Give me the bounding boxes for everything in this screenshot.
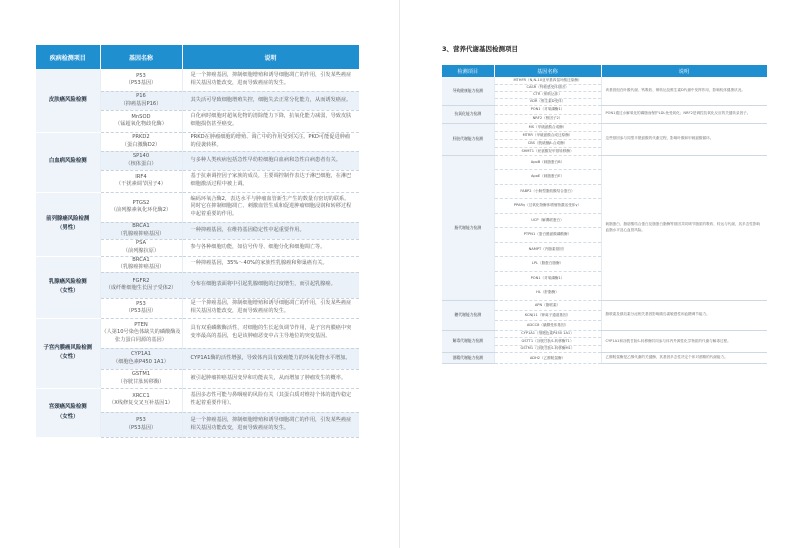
header-description: 说明 bbox=[601, 65, 767, 77]
table-row bbox=[442, 105, 767, 114]
gene-cell: SHMT1（丝氨酸羟甲基转移酶） bbox=[494, 147, 601, 155]
gene-cell: PTEN （人第10号染色体缺失的磷酸酶及张力蛋白同源的基因） bbox=[100, 318, 182, 348]
gene-cell: PTGS2 （前列腺素氧化环化酶2） bbox=[100, 192, 182, 222]
right-page bbox=[400, 0, 800, 548]
description-cell: 参与各种细胞功能，如信号传导、细胞分化和细胞凋亡等。 bbox=[182, 239, 359, 256]
gene-cell: LPL（脂蛋白脂酶） bbox=[494, 257, 601, 272]
gene-cell: PPARγ（过氧化物酶体增殖物激活受体γ） bbox=[494, 199, 601, 214]
table-header-row bbox=[442, 65, 767, 77]
gene-cell: ApoB（载脂蛋白B） bbox=[494, 155, 601, 170]
gene-cell: MnSOD （锰超氧化物歧化酶） bbox=[100, 110, 182, 132]
gene-cell: PON1（对氧磷酶1） bbox=[494, 271, 601, 286]
description-cell: 脂联素及胰岛素分泌相关基因影响胰岛素敏感性和血糖调节能力。 bbox=[601, 300, 767, 330]
description-cell: 是一个抑癌基因，抑制细胞增殖和诱导细胞凋亡的作用，引发某些癌症相关基因功能改变，进而导致癌症的发生。 bbox=[182, 69, 359, 91]
description-cell: CYP1A1和谷胱甘肽S-转移酶共同参与体内外源性化学物质的代谢与解毒过程。 bbox=[601, 330, 767, 353]
description-cell: CYP1A1酶的活性增强，导致体内具有致癌能力的环氧化物水平增加。 bbox=[182, 348, 359, 369]
gene-cell: P53 （P53基因） bbox=[100, 298, 182, 318]
table-row bbox=[442, 155, 767, 170]
category-cell: 糖代谢能力检测 bbox=[442, 300, 494, 330]
description-cell: 基因多态性可能与鼻咽癌的风险有关（其蛋白质对维持个体的遗传稳定性起着重要作用）。 bbox=[182, 388, 359, 412]
gene-cell: NRF2（核因子2） bbox=[494, 114, 601, 123]
header-description: 说明 bbox=[182, 45, 359, 69]
gene-cell: KCNJ11（钾离子通道基因） bbox=[494, 310, 601, 320]
table-row bbox=[36, 318, 359, 348]
description-cell: 载脂蛋白、脂肪酸结合蛋白及脂蛋白脂酶等基因共同调节脂质的吸收、转运与代谢，其多态性影响血脂水平及心血管风险。 bbox=[601, 155, 767, 300]
category-cell: 酒精代谢能力检测 bbox=[442, 353, 494, 364]
table-header-row bbox=[36, 45, 359, 69]
category-cell: 宫颈癌风险检测 （女性） bbox=[36, 388, 100, 437]
gene-cell: CTR（铜转运体） bbox=[494, 91, 601, 98]
gene-cell: XRCC1 （X线修复交叉互补基因1） bbox=[100, 388, 182, 412]
table-row bbox=[442, 300, 767, 310]
gene-cell: UCP（解偶联蛋白） bbox=[494, 213, 601, 228]
header-gene: 基因名称 bbox=[494, 65, 601, 77]
category-cell: 脂代谢能力检测 bbox=[442, 155, 494, 300]
gene-cell: P53 （P53基因） bbox=[100, 412, 182, 437]
description-cell: 分布在细胞表面将中引起乳腺细胞的过度增生，而引起乳腺癌。 bbox=[182, 272, 359, 298]
description-cell: 一种抑癌基因，35%～40%的家族性乳腺癌和卵巢癌有关。 bbox=[182, 256, 359, 272]
gene-cell: MTHFR（N,N-10亚甲基四氢叶酸还原酶） bbox=[494, 77, 601, 84]
gene-cell: IRF4 （干扰素调节因子4） bbox=[100, 170, 182, 192]
gene-cell: BRCA1 （乳腺癌抑癌基因） bbox=[100, 222, 182, 239]
gene-cell: PON1（对氧磷酶1） bbox=[494, 105, 601, 114]
table-row bbox=[442, 123, 767, 131]
description-cell: 编码环氧合酶2，表达水平与肿瘤血管新生产生的数量有密切的联系。同时它在抑制细胞凋亡、刺激血管生成和促进肿瘤细胞浸润和转移过程中起着重要的作用。 bbox=[182, 192, 359, 222]
table-row bbox=[442, 77, 767, 84]
gene-cell: SP140 （核体蛋白） bbox=[100, 151, 182, 170]
category-cell: 解毒代谢能力检测 bbox=[442, 330, 494, 353]
header-disease: 疾病检测项目 bbox=[36, 45, 100, 69]
description-cell: 与多种人类疾病包括急性早幼粒细胞白血病和急性白病患者有关。 bbox=[182, 151, 359, 170]
gene-cell: PRKD2 （蛋白激酶D2） bbox=[100, 132, 182, 151]
gene-cell: GSTM1（谷胱甘肽S-转移酶M1） bbox=[494, 345, 601, 353]
header-item: 检测项目 bbox=[442, 65, 494, 77]
table-row bbox=[36, 256, 359, 272]
category-cell: 白血病风险检测 bbox=[36, 132, 100, 192]
description-cell: 一种抑癌基因，在维持基因稳定性中起重要作用。 bbox=[182, 222, 359, 239]
gene-cell: ADCC8（磺脲受体基因） bbox=[494, 320, 601, 330]
category-cell: 前列腺癌风险检测 （男性） bbox=[36, 192, 100, 256]
table-row bbox=[442, 330, 767, 338]
gene-cell: MTRR（甲硫氨酸合成还原酶） bbox=[494, 131, 601, 139]
gene-cell: GSTM1 （谷胱甘肽转移酶） bbox=[100, 369, 182, 388]
gene-cell: CYP1A1（细胞色素P450 1A1） bbox=[494, 330, 601, 338]
section-title: 3、营养代谢基因检测项目 bbox=[442, 45, 519, 53]
gene-cell: ApoE（载脂蛋白E） bbox=[494, 170, 601, 185]
gene-cell: FABP2（小肠型脂肪酸结合蛋白） bbox=[494, 184, 601, 199]
table-row bbox=[442, 353, 767, 364]
gene-cell: MS（甲硫氨酸合成酶） bbox=[494, 123, 601, 131]
description-cell: 白化病时细胞对超氧化物的清除能力下降，抗氧化能力减弱，导致皮肤细胞损伤甚至癌变。 bbox=[182, 110, 359, 132]
cancer-risk-table bbox=[36, 45, 360, 438]
category-cell: 导致健康能力检测 bbox=[442, 77, 494, 105]
category-cell: 肝脏代谢能力检测 bbox=[442, 123, 494, 155]
description-cell: 该基因组在叶酸代谢、钙吸收、铜转运及维生素D代谢中发挥作用，影响机体健康状况。 bbox=[601, 77, 767, 105]
category-cell: 抗氧化能力检测 bbox=[442, 105, 494, 123]
description-cell: PON1通过水解氧化的磷脂而保护LDL免受氧化；NRF2是调控抗氧化反应的关键转录因子。 bbox=[601, 105, 767, 123]
gene-cell: ADH2（乙醇脱氢酶） bbox=[494, 353, 601, 364]
description-cell: 乙醇脱氢酶是乙醇代谢的关键酶，其基因多态性决定个体对酒精的代谢能力。 bbox=[601, 353, 767, 364]
description-cell: 是一个抑癌基因，抑制细胞增殖和诱导细胞凋亡的作用，引发某些癌症相关基因功能改变，进而导致癌症的发生。 bbox=[182, 412, 359, 437]
gene-cell: APN（脂联素） bbox=[494, 300, 601, 310]
description-cell: 具有双重磷酸酶活性，对细胞的生长起负调节作用，是子宫内膜癌中突变率最高的基因，也是该肿瘤恶变中占主导地位的突变基因。 bbox=[182, 318, 359, 348]
gene-cell: VDR（维生素D受体） bbox=[494, 98, 601, 105]
table-row bbox=[36, 388, 359, 412]
description-cell: 这些基因参与同型半胱氨酸的代谢过程，影响叶酸和甲硫氨酸循环。 bbox=[601, 123, 767, 155]
description-cell: 基于抗素调控因子家族的成员，主要调控制作表达于淋巴细胞，在淋巴细胞激活过程中被上调。 bbox=[182, 170, 359, 192]
category-cell: 皮肤癌风险检测 bbox=[36, 69, 100, 132]
table-row bbox=[36, 132, 359, 151]
gene-cell: CYP1A1 （细胞色素P450 1A1） bbox=[100, 348, 182, 369]
gene-cell: P53 （P53基因） bbox=[100, 69, 182, 91]
gene-cell: NAMPT（内脂素基因） bbox=[494, 242, 601, 257]
nutrition-metabolism-table bbox=[442, 65, 768, 364]
description-cell: PRKD在肿瘤细胞的增殖、调亡中的作用受到关注。PKD可能促进肿瘤的侵袭转移。 bbox=[182, 132, 359, 151]
gene-cell: GSTT1（谷胱甘肽S-转移酶T1） bbox=[494, 338, 601, 346]
gene-cell: BRCA1 （乳腺癌抑癌基因） bbox=[100, 256, 182, 272]
category-cell: 子宫内膜癌风险检测 （女性） bbox=[36, 318, 100, 388]
table-row bbox=[36, 192, 359, 222]
category-cell: 乳腺癌风险检测 （女性） bbox=[36, 256, 100, 318]
gene-cell: FGFR2 （成纤维细胞生长因子受体2） bbox=[100, 272, 182, 298]
description-cell: 是一个抑癌基因，抑制细胞增殖和诱导细胞凋亡的作用，引发某些癌症相关基因功能改变，进而导致癌症的发生。 bbox=[182, 298, 359, 318]
header-gene: 基因名称 bbox=[100, 45, 182, 69]
gene-cell: PSA （前列腺抗原） bbox=[100, 239, 182, 256]
table-row bbox=[36, 69, 359, 91]
gene-cell: HL（肝脂酶） bbox=[494, 286, 601, 301]
gene-cell: P16 （抑癌基因P16） bbox=[100, 91, 182, 110]
description-cell: 被引起肿瘤抑癌基因变异和功能丧失，从而增加了肿瘤发生的概率。 bbox=[182, 369, 359, 388]
gene-cell: CASR（钙敏感受体基因） bbox=[494, 84, 601, 91]
description-cell: 其失活可导致细胞增殖失控，细胞失去正常分化能力，从而诱发癌症。 bbox=[182, 91, 359, 110]
gene-cell: PTPN1（蛋白酪氨酸磷酸酶） bbox=[494, 228, 601, 243]
gene-cell: CBS（胱硫醚β-合成酶） bbox=[494, 139, 601, 147]
